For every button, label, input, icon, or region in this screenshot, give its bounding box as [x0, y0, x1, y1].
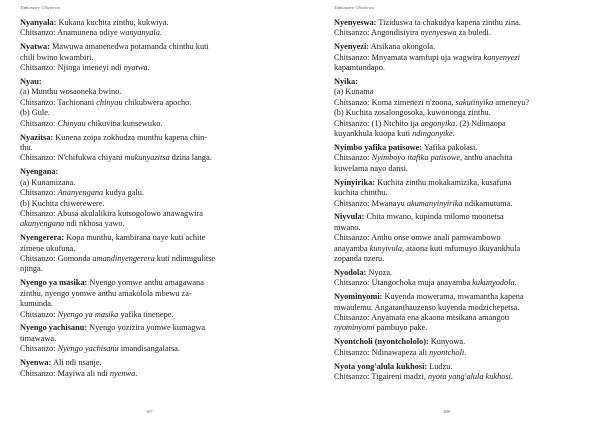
entry-text: Chitsanzo: — [20, 309, 58, 319]
entry-text: chili bwino kwambiri. — [20, 52, 94, 62]
headword: Nyenwa: — [20, 358, 52, 368]
headword: Nyontcholi (nyontchololo): — [334, 337, 429, 347]
entry-text: timawawa. — [20, 333, 57, 343]
example-term: nyenwa — [109, 368, 136, 378]
dictionary-entry — [334, 143, 596, 174]
dictionary-entry — [20, 358, 282, 379]
entry-line — [20, 323, 282, 333]
dictionary-entry — [334, 362, 596, 383]
entry-line — [334, 63, 596, 73]
headword: Niyvula: — [334, 212, 365, 222]
entry-line — [20, 143, 282, 153]
entry-text: kuwelama nayo dansi. — [334, 163, 408, 173]
entry-line — [20, 53, 282, 63]
example-term: nyontcholi — [429, 347, 465, 357]
dictionary-entry — [334, 77, 596, 139]
left-entries — [20, 18, 282, 383]
entry-line — [20, 209, 282, 219]
example-term: Nyengo ya masika — [57, 309, 119, 319]
entry-text: chikubwera apocho. — [122, 97, 192, 107]
entry-line — [20, 334, 282, 344]
example-term: angonyika — [420, 118, 456, 128]
entry-text: Ludzu. — [427, 361, 453, 371]
entry-text: . — [452, 129, 455, 139]
entry-text: Nyoza. — [366, 267, 393, 277]
entry-line — [334, 223, 596, 233]
entry-line — [334, 337, 596, 347]
entry-text: (a) Munthu wosaoneka bwino. — [20, 87, 122, 97]
headword: Nyika: — [334, 77, 358, 87]
entry-text: anayamba — [334, 243, 370, 253]
entry-text: ndikamutuma. — [462, 198, 513, 208]
entry-line — [20, 310, 282, 320]
entry-text: njinga. — [20, 264, 43, 274]
running-head-right: Tiphunzire Chichewa — [334, 5, 375, 10]
entry-text: (a) Kunamizana. — [20, 177, 76, 187]
example-term: amandinyengerera — [92, 254, 155, 264]
example-term: kanyenyezi — [483, 52, 520, 62]
headword: Nyengo ya masika: — [20, 278, 88, 288]
entry-text: mwaulemu. Angatanthauzenso kuyenda modzichepetsa. — [334, 302, 520, 312]
example-term: Nyengo yachisanu — [57, 344, 119, 354]
entry-line — [20, 254, 282, 264]
entry-line — [334, 362, 596, 372]
entry-text: Chitsanzo: Angondisiyira — [334, 28, 421, 38]
example-term: sakutinyika — [455, 97, 494, 107]
dictionary-entry — [20, 278, 282, 320]
example-term: Ananyengana — [57, 188, 104, 198]
entry-text: . — [159, 28, 162, 38]
headword: Nyimbo yafika patisowe: — [334, 142, 423, 152]
entry-line — [20, 264, 282, 274]
entry-line — [20, 63, 282, 73]
entry-text: zinthu, nyengo yomwe anthu amakolola mbewu za- — [20, 288, 192, 298]
entry-line — [20, 77, 282, 87]
example-term: kunyivula — [369, 243, 402, 253]
entry-line — [334, 77, 596, 87]
entry-text: Mawuwa amanenedwa potamanda chinthu kuti — [49, 42, 209, 52]
entry-line — [20, 87, 282, 97]
entry-text: Atsikana okongola. — [369, 42, 436, 52]
entry-text: Chitsanzo: Mnyamata wamfupi uja wagwira — [334, 52, 484, 62]
entry-text: . — [514, 278, 517, 288]
entry-text: (b) Gule. — [20, 108, 50, 118]
entry-text: Chitsanzo: Anamunena ndiye — [20, 28, 120, 38]
entry-text: Chitsanzo: — [20, 118, 58, 128]
page-number-left: 107 — [146, 409, 153, 414]
entry-text: Chitsanzo: Anyamata ena akaona mtsikana amangoti — [334, 313, 510, 323]
headword: Nyatwa: — [20, 42, 50, 52]
entry-text: ndi nkhosa yawo. — [64, 219, 125, 229]
example-term: akumanyinyirika — [406, 198, 463, 208]
entry-text: Chitsanzo: Njinga imeneyi ndi — [20, 63, 124, 73]
entry-line — [334, 372, 596, 382]
entry-text: kudya galu. — [103, 188, 144, 198]
entry-text: kuyankhula kuopa kuti — [334, 129, 413, 139]
right-page — [314, 0, 600, 424]
entry-text: Chitsanzo: (1) Ntchito ija — [334, 118, 421, 128]
entry-text: Chitsanzo: Ndinawapeza ali — [334, 347, 430, 357]
headword: Nyenyeswa: — [334, 18, 377, 27]
entry-line — [20, 42, 282, 52]
entry-text: Nyengo yozizira yomwe kumagwa — [87, 323, 206, 333]
dictionary-entry — [20, 233, 282, 275]
entry-line — [334, 143, 596, 153]
example-term: Nyimboyo itafika patisowe — [371, 153, 461, 163]
dictionary-entry — [20, 18, 282, 39]
example-term: Chinyau — [57, 118, 86, 128]
entry-line — [20, 199, 282, 209]
entry-line — [334, 28, 596, 38]
entry-text: . — [510, 372, 513, 382]
entry-text: . — [135, 368, 138, 378]
example-term: kukunyodola — [472, 278, 515, 288]
headword: Nyodola: — [334, 267, 367, 277]
entry-text: Chitsanzo: Mwanayu — [334, 198, 407, 208]
entry-line — [334, 278, 596, 288]
entry-text: Chitsanzo: N'chifukwa chiyani — [20, 153, 125, 163]
entry-text: Chita mwano, kupinda milomo moonetsa — [364, 212, 504, 222]
headword: Nyengo yachisanu: — [20, 323, 88, 333]
entry-line — [20, 98, 282, 108]
entry-line — [20, 278, 282, 288]
dictionary-entry — [334, 337, 596, 358]
entry-line — [334, 199, 596, 209]
dictionary-entry — [334, 292, 596, 334]
headword: Nyau: — [20, 77, 42, 87]
dictionary-entry — [334, 212, 596, 264]
entry-text: zimene ukufuna. — [20, 243, 76, 253]
entry-line — [334, 153, 596, 163]
entry-text: Chitsanzo: Utangochoka muja anayamba — [334, 278, 473, 288]
entry-text: kapamtundapo. — [334, 63, 385, 73]
entry-text: Chitsanzo: Tigaireni madzi, — [334, 372, 429, 382]
example-term: akunyengana — [20, 219, 65, 229]
entry-line — [334, 188, 596, 198]
headword: Nyota yong'alula kukhosi: — [334, 361, 428, 371]
entry-text: . — [147, 63, 150, 73]
entry-line — [334, 233, 596, 243]
entry-line — [334, 164, 596, 174]
entry-text: , ataona kuti mfumuyo ikuyankhula — [401, 243, 521, 253]
page-number-right: 108 — [443, 409, 450, 414]
entry-line — [20, 18, 282, 28]
entry-line — [20, 28, 282, 38]
headword: Nyengerera: — [20, 233, 65, 243]
dictionary-entry — [20, 167, 282, 229]
entry-line — [20, 167, 282, 177]
entry-line — [334, 244, 596, 254]
example-term: nyominyomi — [334, 323, 375, 333]
entry-text: Kuchita zinthu mokakamizika, kusafuna — [375, 177, 512, 187]
entry-text: pambuyo pake. — [374, 323, 428, 333]
entry-text: Chitsanzo: — [20, 344, 58, 354]
entry-text: chikuvina kunsewuko. — [85, 118, 163, 128]
entry-text: , anthu anachita — [460, 153, 513, 163]
entry-text: Chitsanzo: — [334, 153, 372, 163]
entry-line — [334, 42, 596, 52]
entry-text: Nyengo yomwe anthu amagawana — [87, 278, 204, 288]
entry-line — [334, 108, 596, 118]
entry-line — [334, 119, 596, 129]
left-page — [0, 0, 286, 424]
entry-text: Chitsanzo: Mayiwa ali ndi — [20, 368, 110, 378]
example-term: nyenyeswa — [420, 28, 457, 38]
entry-text: (a) Kunama — [334, 87, 374, 97]
entry-text: ameneyu? — [493, 97, 530, 107]
entry-text: Kuyenda mowerama, mwamantha kapena — [382, 292, 524, 302]
entry-text: za buledi. — [456, 28, 491, 38]
headword: Nyenyezi: — [334, 42, 370, 52]
dictionary-entry — [20, 42, 282, 73]
entry-text: (b) Kuchita chiwerewere. — [20, 198, 105, 208]
headword: Nyanyala: — [20, 18, 57, 27]
entry-line — [20, 299, 282, 309]
right-entries — [334, 18, 596, 386]
entry-text: Chitsanzo: — [20, 188, 58, 198]
entry-line — [20, 244, 282, 254]
dictionary-entry — [334, 18, 596, 39]
entry-line — [20, 233, 282, 243]
entry-line — [334, 348, 596, 358]
dictionary-entry — [334, 42, 596, 73]
entry-line — [334, 323, 596, 333]
entry-line — [334, 303, 596, 313]
entry-line — [20, 108, 282, 118]
entry-text: Chitsanzo: Gomonda — [20, 254, 93, 264]
entry-line — [20, 153, 282, 163]
entry-text: Chitsanzo: Tachionani — [20, 97, 97, 107]
entry-line — [334, 268, 596, 278]
entry-text: (b) Kuchita zosalongosoka, kuwononga zinthu. — [334, 108, 491, 118]
example-term: chinyau — [96, 97, 123, 107]
dictionary-entry — [334, 268, 596, 289]
headword: Nyominyomi: — [334, 292, 383, 302]
entry-line — [334, 292, 596, 302]
entry-line — [334, 313, 596, 323]
example-term: ndingonyike — [412, 129, 453, 139]
entry-line — [20, 369, 282, 379]
entry-line — [20, 358, 282, 368]
entry-text: imandisangalatsa. — [118, 344, 180, 354]
headword: Nyazitsa: — [20, 132, 54, 142]
example-term: nyatwa — [123, 63, 148, 73]
entry-line — [334, 254, 596, 264]
headword: Nyinyirika: — [334, 177, 376, 187]
example-term: mukunyazitsa — [124, 153, 170, 163]
entry-text: zopanda nzeru. — [334, 254, 385, 264]
entry-text: kumunda. — [20, 299, 53, 309]
entry-line — [20, 133, 282, 143]
entry-line — [20, 289, 282, 299]
entry-text: Kunyowa. — [428, 337, 466, 347]
entry-text: . — [464, 347, 467, 357]
entry-text: . (2) Ndimaopa — [455, 118, 506, 128]
dictionary-entry — [20, 323, 282, 354]
entry-line — [20, 219, 282, 229]
entry-line — [334, 178, 596, 188]
entry-text: Ali ndi nsanje. — [51, 358, 102, 368]
entry-line — [334, 129, 596, 139]
entry-text: kuti ndimugulitse — [154, 254, 216, 264]
example-term: nyota yang'alula kukhosi — [428, 372, 511, 382]
entry-line — [20, 188, 282, 198]
entry-text: dzina langa. — [169, 153, 212, 163]
entry-text: Kunena zoipa zokhudza munthu kapena chin- — [53, 132, 208, 142]
entry-line — [334, 53, 596, 63]
entry-text: thu. — [20, 142, 33, 152]
entry-line — [334, 98, 596, 108]
entry-text: Kukana kuchita zinthu, kukwiya. — [56, 18, 169, 27]
entry-text: Yafika pakolasi. — [422, 142, 478, 152]
entry-text: yafika tinenepe. — [118, 309, 174, 319]
entry-line — [334, 87, 596, 97]
entry-text: Tiziduswa ta chakudya kapena zinthu zina. — [376, 18, 521, 27]
entry-text: Chitsanzo: Koma zimenezi n'zoona, — [334, 97, 456, 107]
entry-line — [20, 344, 282, 354]
dictionary-entry — [20, 77, 282, 129]
entry-text: mwano. — [334, 222, 361, 232]
dictionary-entry — [334, 178, 596, 209]
entry-line — [20, 119, 282, 129]
running-head-left: Tiphunzire Chichewa — [20, 5, 61, 10]
entry-line — [334, 212, 596, 222]
dictionary-entry — [20, 133, 282, 164]
entry-text: Chitsanzo: Anthu onse omwe anali pamwambowo — [334, 233, 501, 243]
entry-text: Chitsanzo: Abusa akulalikira kutsogolowo anawagwira — [20, 208, 203, 218]
entry-line — [334, 18, 596, 28]
headword: Nyengana: — [20, 167, 59, 177]
example-term: wanyanyala — [119, 28, 160, 38]
entry-line — [20, 178, 282, 188]
entry-text: kuchita chinthu. — [334, 188, 388, 198]
entry-text: Kopa munthu, kambirana naye kuti achite — [64, 233, 206, 243]
